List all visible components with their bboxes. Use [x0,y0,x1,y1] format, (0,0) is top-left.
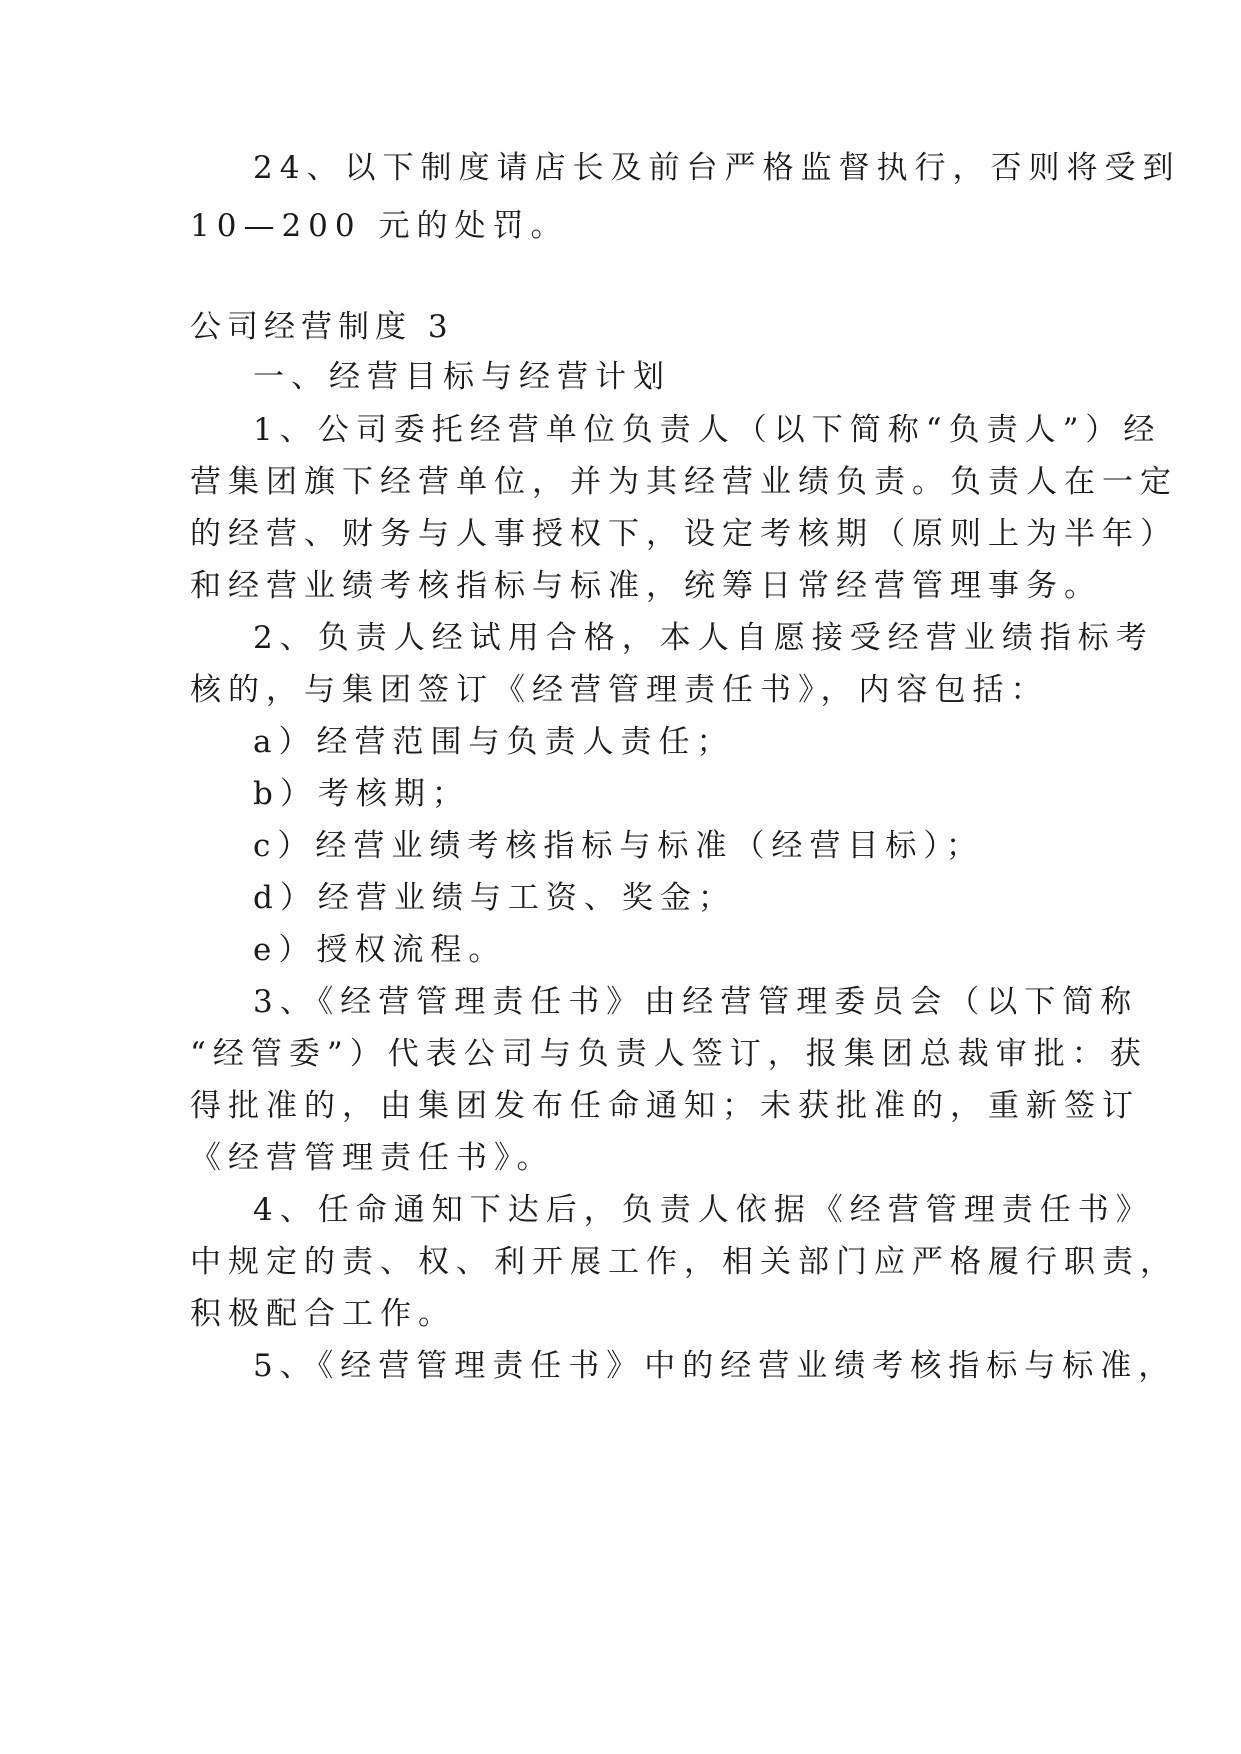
paragraph-24-line-1: 24、以下制度请店长及前台严格监督执行，否则将受到 [253,150,1181,186]
item-5-line-1: 5、《经营管理责任书》中的经营业绩考核指标与标准， [253,1348,1177,1384]
subsection-heading: 一、经营目标与经营计划 [253,359,671,395]
item-1-line-1: 1、公司委托经营单位负责人（以下简称“负责人”）经 [253,412,1162,448]
list-item-c: c）经营业绩考核指标与标准（经营目标）； [253,828,984,864]
list-item-b: b）考核期； [253,776,470,812]
item-1-line-2: 营集团旗下经营单位，并为其经营业绩负责。负责人在一定 [190,464,1178,500]
paragraph-24-line-2: 10—200 元的处罚。 [190,208,569,244]
list-item-e: e）授权流程。 [253,932,507,968]
list-item-a: a）经营范围与负责人责任； [253,724,735,760]
section-title: 公司经营制度 3 [190,309,454,345]
item-4-line-1: 4、任命通知下达后，负责人依据《经营管理责任书》 [253,1192,1154,1228]
item-4-line-3: 积极配合工作。 [190,1296,456,1332]
item-2-line-1: 2、负责人经试用合格，本人自愿接受经营业绩指标考 [253,620,1154,656]
item-1-line-3: 的经营、财务与人事授权下，设定考核期（原则上为半年） [190,516,1178,552]
list-item-d: d）经营业绩与工资、奖金； [253,880,736,916]
item-3-line-3: 得批准的，由集团发布任命通知；未获批准的，重新签订 [190,1088,1140,1124]
item-2-line-2: 核的，与集团签订《经营管理责任书》，内容包括： [190,672,1049,708]
item-3-line-1: 3、《经营管理责任书》由经营管理委员会（以下简称 [253,984,1139,1020]
item-1-line-4: 和经营业绩考核指标与标准，统筹日常经营管理事务。 [190,568,1102,604]
item-4-line-2: 中规定的责、权、利开展工作，相关部门应严格履行职责， [190,1244,1178,1280]
item-3-line-4: 《经营管理责任书》。 [190,1140,555,1176]
item-3-line-2: “经管委”）代表公司与负责人签订，报集团总裁审批：获 [190,1036,1148,1072]
